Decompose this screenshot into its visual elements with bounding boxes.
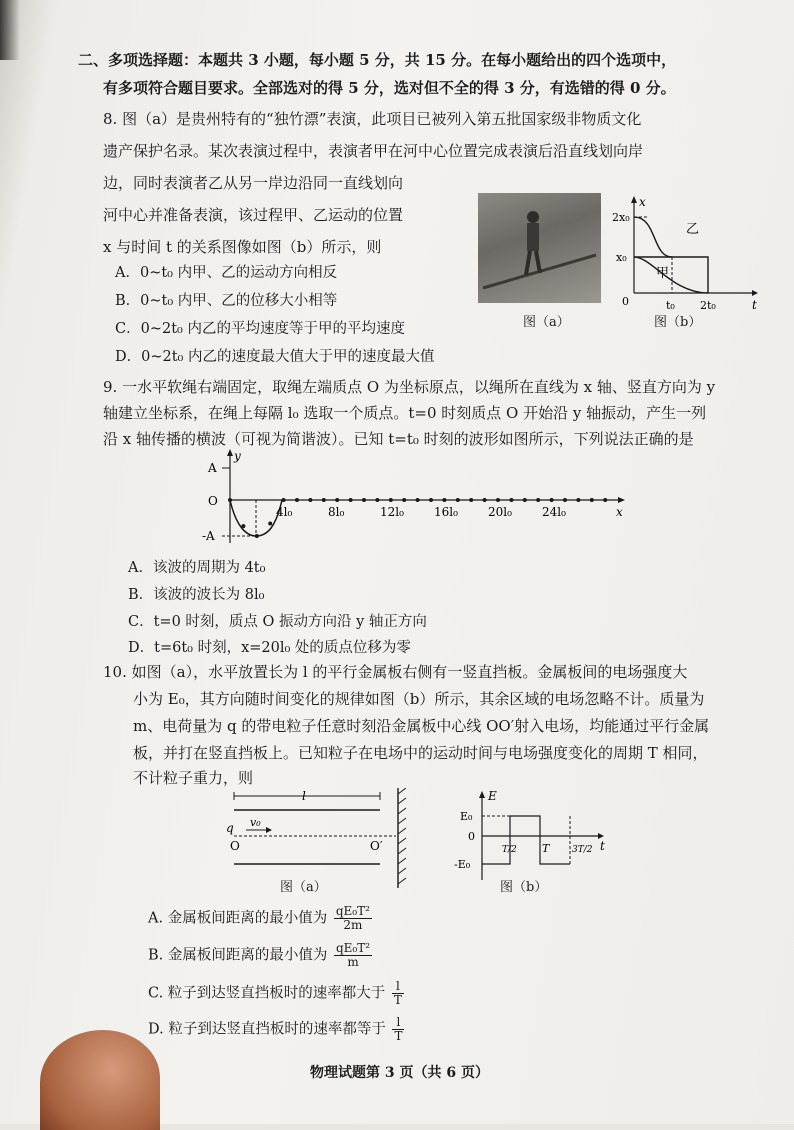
q10-line-1: 10. 如图（a），水平放置长为 l 的平行金属板右侧有一竖直挡板。金属板间的电场强度大 [103,663,688,681]
fig-b-label-yi: 乙 [686,222,700,237]
q10-option-b-text: B. 金属板间距离的最小值为 [148,947,328,964]
wave-tick-16l0: 16l₀ [434,505,458,519]
scan-edge-shadow [0,0,20,60]
q10-option-b-den: m [347,955,359,969]
q10-line-3: m、电荷量为 q 的带电粒子任意时刻沿金属板中心线 OO′射入电场，均能通过平行金属 [133,717,710,735]
rope-particle [322,498,326,502]
fig-a-point-o-prime: O′ [370,839,383,853]
wave-tick-20l0: 20l₀ [488,505,512,519]
q9-option-c: C．t=0 时刻，质点 O 振动方向沿 y 轴正方向 [128,614,427,630]
q10-option-a [148,905,372,932]
bamboo-drifting-photo [478,193,601,303]
q8-line-4: 河中心并准备表演，该过程甲、乙运动的位置 [103,206,404,224]
fig-b-x-label: t [752,298,757,312]
field-neg-e0: -E₀ [454,858,471,871]
q10-option-d-den: T [394,1029,403,1043]
rope-particle [282,498,286,502]
fig-b-2t0: 2t₀ [700,299,716,312]
q8-line-2: 遗产保护名录。某次表演过程中，表演者甲在河中心位置完成表演后沿直线划向岸 [103,142,644,160]
q9-line-3: 沿 x 轴传播的横波（可视为简谐波）。已知 t=t₀ 时刻的波形如图所示，下列说法正确的是 [103,430,694,448]
q8-option-d: D．0~2t₀ 内乙的速度最大值大于甲的速度最大值 [115,349,435,365]
fig-b-2x0: 2x₀ [612,211,630,224]
q8-fig-a-caption: 图（a） [523,315,570,330]
q10-fig-b-field-graph [452,790,612,885]
rope-particle [483,498,487,502]
q10-option-b-num: qE₀T² [335,941,371,955]
q9-wave-graph [200,448,630,548]
field-x-label: t [600,839,605,853]
fig-b-x0: x₀ [616,251,627,264]
fig-b-origin: 0 [622,295,629,308]
q10-option-a-den: 2m [343,918,363,932]
q10-line-4: 板，并打在竖直挡板上。已知粒子在电场中的运动时间与电场强度变化的周期 T 相同， [133,744,708,762]
wave-amp-neg: -A [202,529,215,543]
rope-particle [295,498,299,502]
q8-option-c: C．0~2t₀ 内乙的平均速度等于甲的平均速度 [115,321,405,337]
rope-particle [550,498,554,502]
q9-option-d: D．t=6t₀ 时刻，x=20l₀ 处的质点位移为零 [128,640,411,656]
q8-line-1: 8. 图（a）是贵州特有的“独竹漂”表演，此项目已被列入第五批国家级非物质文化 [103,110,642,128]
fig-b-t0: t₀ [666,299,675,312]
rope-particle [442,498,446,502]
wave-amp-pos: A [208,461,217,475]
photo-performer-sketch [478,193,601,303]
wave-tick-12l0: 12l₀ [380,505,404,519]
rope-particle [402,498,406,502]
rope-particle [563,498,567,502]
rope-particle [509,498,513,502]
wave-tick-24l0: 24l₀ [542,505,566,519]
wave-tick-8l0: 8l₀ [328,505,345,519]
field-e0: E₀ [460,810,473,823]
q10-option-c-den: T [393,993,402,1007]
rope-particle [308,498,312,502]
fig-a-point-o: O [230,839,240,853]
fig-a-charge: q [226,821,234,835]
q10-line-5: 不计粒子重力，则 [133,769,254,787]
fig-a-length: l [302,789,306,803]
q9-option-a: A．该波的周期为 4t₀ [128,560,266,576]
rope-particle [362,498,366,502]
rope-particle [349,498,353,502]
q9-line-2: 轴建立坐标系，在绳上每隔 l₀ 选取一个质点。t=0 时刻质点 O 开始沿 y 轴振动，产生一列 [103,404,707,422]
field-t-3half: 3T/2 [572,845,593,855]
q9-line-1: 9. 一水平软绳右端固定，取绳左端质点 O 为坐标原点，以绳所在直线为 x 轴、竖直方向为 y [103,378,716,396]
section-heading-line-1: 二、多项选择题：本题共 3 小题，每小题 5 分，共 15 分。在每小题给出的四个选项中， [78,51,677,69]
q10-fig-a-caption: 图（a） [280,880,327,895]
q10-option-c [148,980,404,1007]
q10-option-a-num: qE₀T² [335,904,370,918]
q10-option-b-fraction [334,942,372,969]
fig-b-y-label: x [639,195,646,209]
fig-b-label-jia: 甲 [656,266,670,281]
q10-option-a-text: A. 金属板间距离的最小值为 [148,910,328,927]
rope-particle [536,498,540,502]
rope-particle [469,498,473,502]
q10-option-d-text: D. 粒子到达竖直挡板时的速率都等于 [148,1021,386,1038]
rope-particle [375,498,379,502]
q9-option-b: B．该波的波长为 8l₀ [128,587,265,603]
rope-particle [335,498,339,502]
q8-option-a: A．0~t₀ 内甲、乙的运动方向相反 [115,265,338,281]
q10-option-a-fraction [334,905,372,932]
q8-line-5: x 与时间 t 的关系图像如图（b）所示，则 [103,238,382,256]
rope-particle [590,498,594,502]
q10-line-2: 小为 E₀，其方向随时间变化的规律如图（b）所示，其余区域的电场忽略不计。质量为 [133,690,705,708]
q8-line-3: 边，同时表演者乙从另一岸边沿同一直线划向 [103,174,404,192]
q10-option-c-text: C. 粒子到达竖直挡板时的速率都大于 [148,985,386,1002]
q10-fig-b-caption: 图（b） [500,880,548,895]
rope-particle [576,498,580,502]
q10-option-d-num: l [392,1016,404,1030]
rope-particle [496,498,500,502]
rope-particle [523,498,527,502]
rope-particle [268,522,272,526]
q10-option-d-fraction [392,1016,404,1043]
rope-particle [389,498,393,502]
field-t-half: T/2 [502,845,517,855]
rope-particle [228,498,232,502]
q8-fig-b-graph [612,193,762,333]
q10-option-c-fraction [392,980,404,1007]
q10-option-b [148,942,372,969]
wave-origin: O [208,494,218,508]
q10-option-c-num: l [392,980,404,994]
finger-photo-artifact [40,1030,160,1130]
wave-x-label: x [616,505,623,519]
rope-particle [416,498,420,502]
rope-particle [255,534,259,538]
wave-y-label: y [234,449,241,463]
section-heading-line-2: 有多项符合题目要求。全部选对的得 5 分，选对但不全的得 3 分，有选错的得 0 分。 [103,79,676,97]
q8-option-b: B．0~t₀ 内甲、乙的位移大小相等 [115,293,338,309]
page-footer: 物理试题第 3 页（共 6 页） [310,1065,489,1081]
q8-fig-b-caption: 图（b） [654,315,702,330]
field-t-period: T [542,842,550,855]
fig-a-velocity: v₀ [250,816,261,829]
field-y-label: E [488,790,497,803]
rope-particle [603,498,607,502]
q10-option-d [148,1016,404,1043]
wave-tick-4l0: 4l₀ [276,505,293,519]
rope-particle [456,498,460,502]
rope-particle [429,498,433,502]
field-zero: 0 [468,830,475,843]
rope-particle [241,524,245,528]
